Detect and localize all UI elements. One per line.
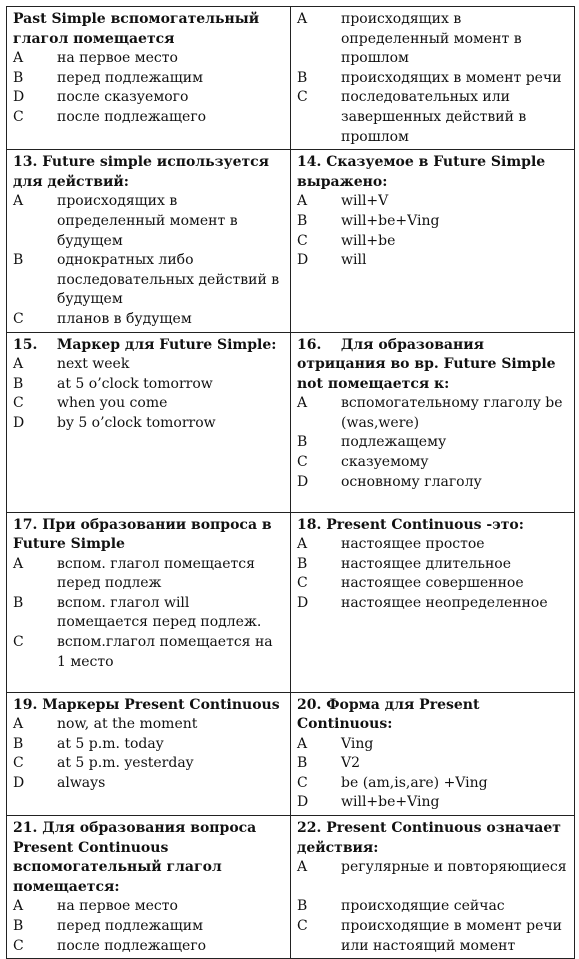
option-text: перед подлежащим — [57, 69, 203, 86]
option-text: после подлежащего — [57, 108, 207, 125]
option-letter: A — [297, 11, 308, 27]
answer-option[interactable] — [297, 10, 568, 69]
option-text: настоящее неопределенное — [341, 594, 548, 611]
option-text: происходящих в момент речи — [341, 69, 562, 86]
option-letter: D — [13, 89, 25, 106]
question-cell-left — [7, 332, 291, 512]
option-text: be (am,is,are) +Ving — [341, 774, 488, 791]
option-letter: C — [297, 575, 308, 592]
table-row — [7, 816, 575, 959]
option-letter: A — [297, 536, 308, 553]
answer-option[interactable] — [13, 375, 284, 395]
option-letter: A — [297, 395, 308, 412]
answer-option[interactable] — [13, 937, 284, 957]
option-text: происходящих в определенный момент в будущем — [57, 193, 238, 249]
answer-option[interactable] — [297, 754, 568, 774]
answer-option[interactable] — [297, 594, 568, 614]
question-text: 19. Маркеры Present Continuous — [13, 696, 280, 713]
option-text: always — [57, 774, 106, 791]
question-text: 14. Сказуемое в Future Simple выражено: — [297, 154, 546, 190]
answer-option[interactable] — [13, 88, 284, 108]
answer-option[interactable] — [13, 108, 284, 128]
option-text: происходящие в момент речи или настоящий момент — [341, 918, 562, 954]
option-text: will+be — [341, 232, 396, 249]
option-text: at 5 p.m. today — [57, 735, 164, 752]
option-letter: C — [13, 310, 24, 327]
answer-option[interactable] — [297, 394, 568, 433]
option-text: на первое место — [57, 50, 178, 67]
option-text — [341, 878, 568, 898]
option-text: основному глаголу — [341, 473, 482, 490]
option-letter: A — [13, 716, 24, 733]
option-text: at 5 p.m. yesterday — [57, 755, 194, 772]
option-letter: B — [13, 252, 24, 269]
answer-option[interactable] — [297, 793, 568, 813]
table-row — [7, 692, 575, 816]
option-letter: B — [297, 898, 308, 915]
option-text: планов в будущем — [57, 310, 192, 327]
question-cell-right — [291, 7, 575, 150]
option-letter: B — [297, 434, 308, 451]
answer-option[interactable] — [13, 192, 284, 251]
answer-option[interactable] — [13, 355, 284, 375]
option-letter: A — [297, 859, 308, 876]
question-cell-left — [7, 7, 291, 150]
option-text: перед подлежащим — [57, 918, 203, 935]
answer-option[interactable] — [13, 69, 284, 89]
answer-option[interactable] — [297, 735, 568, 755]
option-text: Ving — [341, 735, 374, 752]
question-cell-left — [7, 150, 291, 332]
question-cell-right — [291, 692, 575, 816]
option-letter: D — [13, 774, 25, 791]
answer-option[interactable] — [297, 858, 568, 878]
answer-option[interactable] — [13, 754, 284, 774]
option-text: V2 — [341, 755, 361, 772]
question-cell-right — [291, 816, 575, 959]
option-letter — [297, 878, 341, 898]
option-text: настоящее длительное — [341, 555, 511, 572]
option-letter: A — [13, 193, 24, 210]
answer-option[interactable] — [13, 715, 284, 735]
question-text: 17. При образовании вопроса в Future Simple — [13, 516, 272, 553]
option-letter: C — [13, 634, 24, 651]
table-row — [7, 7, 575, 150]
option-letter: D — [297, 794, 309, 811]
option-letter: C — [297, 89, 308, 106]
question-cell-right — [291, 512, 575, 692]
option-letter: A — [13, 898, 24, 915]
option-text: настоящее простое — [341, 536, 485, 553]
answer-option[interactable] — [13, 310, 284, 330]
option-letter: D — [297, 594, 309, 611]
option-text: настоящее совершенное — [341, 575, 524, 592]
option-letter: A — [13, 50, 24, 67]
answer-option[interactable] — [297, 774, 568, 794]
option-text: next week — [57, 356, 130, 373]
answer-option[interactable] — [13, 555, 284, 594]
answer-option[interactable] — [297, 453, 568, 473]
answer-option[interactable] — [297, 897, 568, 917]
option-text: by 5 o’clock tomorrow — [57, 414, 216, 431]
option-letter: B — [13, 375, 24, 392]
option-text: после подлежащего — [57, 937, 207, 954]
option-letter: B — [297, 755, 308, 772]
option-letter: C — [297, 774, 308, 791]
answer-option[interactable] — [13, 594, 284, 633]
option-text: происходящие сейчас — [341, 898, 505, 915]
question-text: 21. Для образования вопроса Present Continuous вспомогательный глагол помещается: — [13, 820, 257, 895]
option-letter: C — [13, 108, 24, 125]
question-text: 13. Future simple используется для действий: — [13, 154, 270, 190]
option-text: происходящих в определенный момент в прошлом — [341, 11, 522, 67]
answer-option[interactable] — [297, 535, 568, 555]
option-letter: B — [13, 69, 24, 86]
option-text: will+be+Ving — [341, 212, 440, 229]
option-letter: B — [297, 212, 308, 229]
option-letter: C — [297, 454, 308, 471]
option-letter: D — [297, 473, 309, 490]
option-letter: A — [297, 193, 308, 210]
option-text: at 5 o’clock tomorrow — [57, 375, 213, 392]
question-cell-left — [7, 692, 291, 816]
answer-option[interactable] — [13, 774, 284, 794]
answer-option[interactable] — [13, 897, 284, 917]
questions-table — [6, 6, 575, 959]
answer-option[interactable] — [297, 212, 568, 232]
answer-option[interactable] — [297, 69, 568, 89]
option-text: вспом. глагол will помещается перед подлеж. — [57, 594, 262, 631]
option-text: последовательных или завершенных действий в прошлом — [341, 89, 527, 145]
option-letter: D — [297, 252, 309, 269]
option-text: однократных либо последовательных действий в будущем — [57, 252, 280, 308]
option-letter: B — [297, 69, 308, 86]
option-letter: A — [297, 735, 308, 752]
question-text: 20. Форма для Present Continuous: — [297, 696, 480, 733]
table-row — [7, 512, 575, 692]
option-letter: C — [13, 755, 24, 772]
answer-option[interactable] — [13, 394, 284, 414]
answer-option[interactable] — [297, 473, 568, 493]
answer-option[interactable] — [297, 555, 568, 575]
answer-option[interactable] — [297, 433, 568, 453]
table-row — [7, 332, 575, 512]
answer-option[interactable] — [13, 414, 284, 434]
option-letter: D — [13, 414, 25, 431]
table-row — [7, 150, 575, 332]
option-text: вспом. глагол помещается перед подлеж — [57, 555, 255, 592]
answer-option[interactable] — [13, 49, 284, 69]
answer-option[interactable] — [13, 251, 284, 310]
answer-option[interactable] — [297, 88, 568, 147]
answer-option[interactable] — [297, 574, 568, 594]
question-text: 16. Для образования отрицания во вр. Future Simple not помещается к: — [297, 336, 561, 392]
option-letter: B — [297, 555, 308, 572]
question-cell-left — [7, 816, 291, 959]
question-text: 22. Present Continuous означает действия: — [297, 820, 561, 856]
question-text: 18. Present Continuous -это: — [297, 516, 524, 533]
option-letter: C — [13, 937, 24, 954]
option-text: will+be+Ving — [341, 794, 440, 811]
option-letter: B — [13, 735, 24, 752]
option-letter: C — [13, 395, 24, 412]
answer-option[interactable] — [13, 917, 284, 937]
answer-option[interactable] — [13, 735, 284, 755]
question-text: 15. Маркер для Future Simple: — [13, 336, 277, 353]
option-text: регулярные и повторяющиеся — [341, 859, 567, 876]
option-text: на первое место — [57, 898, 178, 915]
questions-table-body — [7, 7, 575, 959]
question-text: Past Simple вспомогательный глагол помещается — [13, 11, 260, 47]
option-text: will — [341, 252, 367, 269]
answer-option-spacer — [297, 878, 568, 898]
option-text: подлежащему — [341, 434, 447, 451]
option-text: вспом.глагол помещается на 1 место — [57, 634, 273, 670]
answer-option[interactable] — [297, 251, 568, 271]
question-cell-right — [291, 332, 575, 512]
option-text: после сказуемого — [57, 89, 189, 106]
answer-option[interactable] — [297, 232, 568, 252]
answer-option[interactable] — [297, 192, 568, 212]
option-text: when you come — [57, 395, 168, 412]
option-text: will+V — [341, 193, 389, 210]
question-cell-right — [291, 150, 575, 332]
option-text: now, at the moment — [57, 716, 198, 733]
option-letter: C — [297, 918, 308, 935]
option-letter: C — [297, 232, 308, 249]
option-letter: A — [13, 555, 24, 572]
option-letter: B — [13, 594, 24, 611]
option-text: сказуемому — [341, 454, 429, 471]
option-letter: B — [13, 918, 24, 935]
option-text: вспомогательному глаголу be (was,were) — [341, 395, 563, 431]
answer-option[interactable] — [13, 633, 284, 672]
question-cell-left — [7, 512, 291, 692]
option-letter: A — [13, 356, 24, 373]
